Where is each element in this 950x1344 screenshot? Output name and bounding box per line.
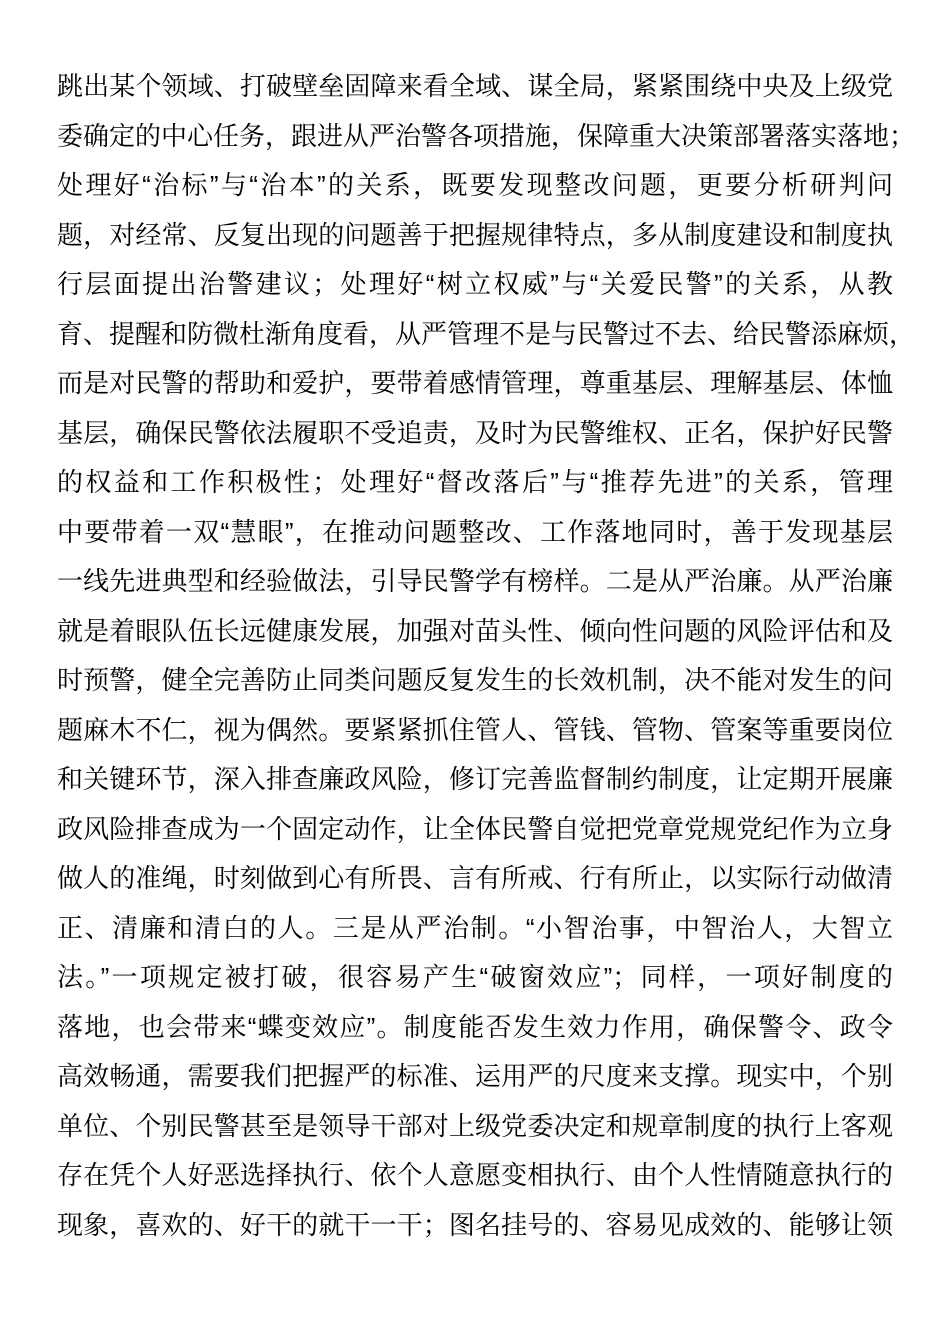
text-line: 现象，喜欢的、好干的就干一干；图名挂号的、容易见成效的、能够让领 bbox=[57, 1209, 893, 1240]
text-line: 落地，也会带来“蝶变效应”。制度能否发生效力作用，确保警令、政令 bbox=[57, 1011, 893, 1042]
text-line: 政风险排查成为一个固定动作，让全体民警自觉把党章党规党纪作为立身 bbox=[57, 813, 893, 844]
text-line: 行层面提出治警建议；处理好“树立权威”与“关爱民警”的关系，从教 bbox=[57, 269, 893, 299]
text-line: 处理好“治标”与“治本”的关系，既要发现整改问题，更要分析研判问 bbox=[57, 170, 893, 200]
paragraph-block bbox=[57, 62, 916, 1250]
text-line: 时预警，健全完善防止同类问题反复发生的长效机制，决不能对发生的问 bbox=[57, 665, 893, 695]
text-line: 中要带着一双“慧眼”，在推动问题整改、工作落地同时，善于发现基层 bbox=[57, 516, 893, 547]
text-line: 而是对民警的帮助和爱护，要带着感情管理，尊重基层、理解基层、体恤 bbox=[57, 368, 893, 398]
text-line: 基层，确保民警依法履职不受追责，及时为民警维权、正名，保护好民警 bbox=[57, 417, 893, 448]
text-line: 做人的准绳，时刻做到心有所畏、言有所戒、行有所止，以实际行动做清 bbox=[57, 863, 893, 893]
text-line: 和关键环节，深入排查廉政风险，修订完善监督制约制度，让定期开展廉 bbox=[57, 764, 893, 794]
text-line: 存在凭个人好恶选择执行、依个人意愿变相执行、由个人性情随意执行的 bbox=[57, 1160, 893, 1190]
text-line: 就是着眼队伍长远健康发展，加强对苗头性、倾向性问题的风险评估和及 bbox=[57, 615, 893, 646]
text-line: 高效畅通，需要我们把握严的标准、运用严的尺度来支撑。现实中，个别 bbox=[57, 1061, 893, 1091]
text-line: 育、提醒和防微杜渐角度看，从严管理不是与民警过不去、给民警添麻烦， bbox=[57, 318, 916, 349]
text-line: 题麻木不仁，视为偶然。要紧紧抓住管人、管钱、管物、管案等重要岗位 bbox=[57, 714, 893, 745]
text-line: 跳出某个领域、打破壁垒固障来看全域、谋全局，紧紧围绕中央及上级党 bbox=[57, 71, 893, 101]
text-line: 委确定的中心任务，跟进从严治警各项措施，保障重大决策部署落实落地； bbox=[57, 120, 916, 151]
text-line: 一线先进典型和经验做法，引导民警学有榜样。二是从严治廉。从严治廉 bbox=[57, 566, 893, 596]
text-line: 正、清廉和清白的人。三是从严治制。“小智治事，中智治人，大智立 bbox=[57, 912, 893, 943]
text-line: 单位、个别民警甚至是领导干部对上级党委决定和规章制度的执行上客观 bbox=[57, 1110, 893, 1141]
text-line: 的权益和工作积极性；处理好“督改落后”与“推荐先进”的关系，管理 bbox=[57, 467, 893, 497]
text-line: 题，对经常、反复出现的问题善于把握规律特点，多从制度建设和制度执 bbox=[57, 219, 893, 250]
text-line: 法。”一项规定被打破，很容易产生“破窗效应”；同样，一项好制度的 bbox=[57, 962, 893, 992]
